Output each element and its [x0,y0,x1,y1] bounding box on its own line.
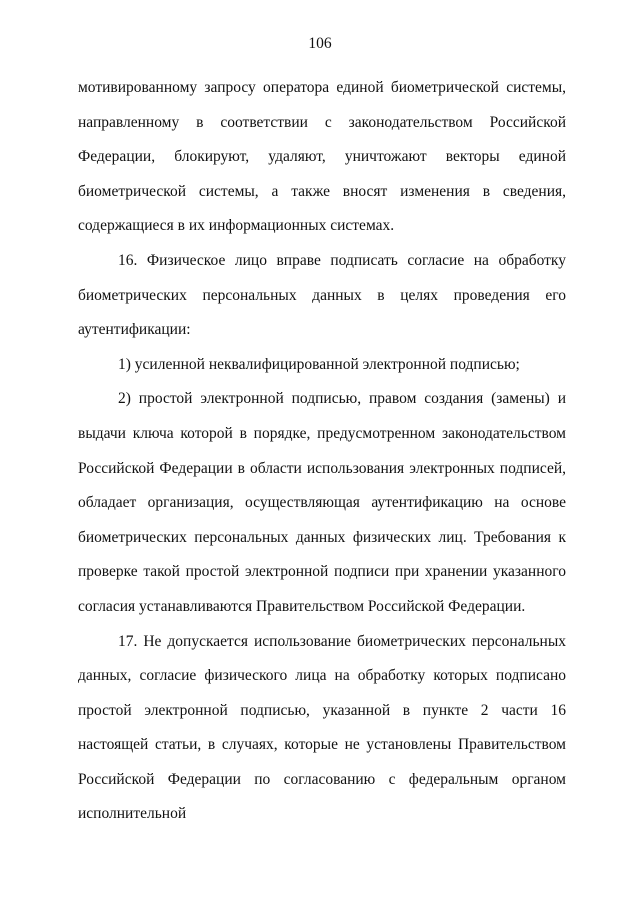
paragraph-16: 16. Физическое лицо вправе подписать согласие на обработку биометрических персональных данных в целях проведения его аутентификации: [78,251,566,339]
paragraph-16-item-1: 1) усиленной неквалифицированной электронной подписью; [118,355,520,373]
paragraph-16-item-2: 2) простой электронной подписью, правом создания (замены) и выдачи ключа которой в порядке, предусмотренном законодательством Российской Федерации в области использования электронных подписей, обладает организация, осуществляющая аутентификацию на основе биометрических персональных данных физических лиц. Требования к проверке такой простой электронной подписи при хранении указанного согласия устанавливаются Правительством Российской Федерации. [78,390,566,615]
page-number: 106 [308,35,332,52]
paragraph-continuation: мотивированному запросу оператора единой биометрической системы, направленному в соответствии с законодательством Российской Федерации, блокируют, удаляют, уничтожают векторы единой биометрической системы, а также вносят изменения в сведения, содержащиеся в их информационных системах. [78,79,566,235]
body-text [78,71,566,832]
paragraph-17: 17. Не допускается использование биометрических персональных данных, согласие физического лица на обработку которых подписано простой электронной подписью, указанной в пункте 2 части 16 настоящей статьи, в случаях, которые не установлены Правительством Российской Федерации по согласованию с федеральным органом исполнительной [78,632,566,823]
